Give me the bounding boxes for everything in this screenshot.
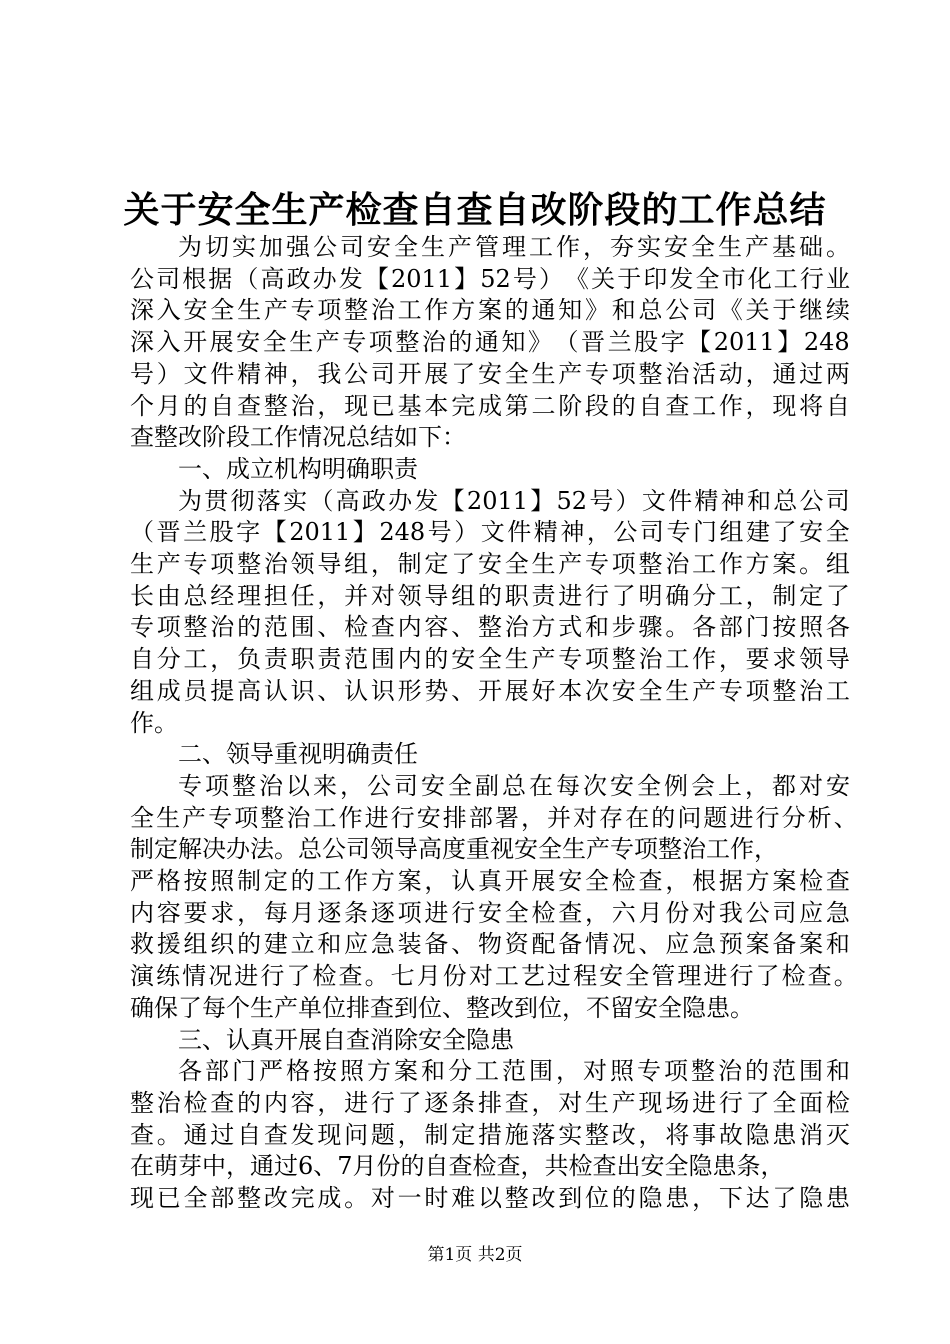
body-line: 内 容 要 求 ， 每 月 逐 条 逐 项 进 行 安 全 检 查 ， 六 月 份 对 我 公 司 应 急 [130,898,850,927]
body-line: 组 成 员 提 高 认 识 、 认 识 形 势 、 开 展 好 本 次 安 全 生 产 专 项 整 治 工 [130,676,850,705]
body-line: 深 入 安 全 生 产 专 项 整 治 工 作 方 案 的 通 知 》 和 总 公 司 《 关 于 继 续 [130,296,850,325]
body-line: 制定解决办法。总公司领导高度重视安全生产专项整治工作， [130,835,778,864]
body-line: 公 司 根 据 （ 高 政 办 发 【 2011 】 52 号 ） 《 关 于 印 发 全 市 化 工 行 业 [130,264,850,293]
body-line: 专 项 整 治 以 来 ， 公 司 安 全 副 总 在 每 次 安 全 例 会 上 ， 都 对 安 [178,771,850,800]
body-line: 严 格 按 照 制 定 的 工 作 方 案 ， 认 真 开 展 安 全 检 查 ， 根 据 方 案 检 查 [130,867,850,895]
body-line: 个 月 的 自 查 整 治 ， 现 已 基 本 完 成 第 二 阶 段 的 自 查 工 作 ， 现 将 自 [130,391,850,420]
body-line: 在萌芽中，通过6、7月份的自查检查，共检查出安全隐患条， [130,1152,785,1181]
body-line: 救 援 组 织 的 建 立 和 应 急 装 备 、 物 资 配 备 情 况 、 应 急 预 案 备 案 和 [130,930,850,959]
body-line: 深 入 开 展 安 全 生 产 专 项 整 治 的 通 知 》 （ 晋 兰 股 字 【 2011 】 248 [130,328,850,357]
body-line: 演 练 情 况 进 行 了 检 查 。 七 月 份 对 工 艺 过 程 安 全 管 理 进 行 了 检 查 。 [130,962,858,991]
body-line: 查整改阶段工作情况总结如下： [130,423,466,452]
body-line: 各 部 门 严 格 按 照 方 案 和 分 工 范 围 ， 对 照 专 项 整 治 的 范 围 和 [178,1057,850,1086]
body-line: 为 切 实 加 强 公 司 安 全 生 产 管 理 工 作 ， 夯 实 安 全 生 产 基 础 。 [178,233,850,261]
body-line: 整 治 检 查 的 内 容 ， 进 行 了 逐 条 排 查 ， 对 生 产 现 场 进 行 了 全 面 检 [130,1088,850,1117]
section-heading-1: 一、成立机构明确职责 [178,454,418,483]
body-line: 全 生 产 专 项 整 治 工 作 进 行 安 排 部 署 ， 并 对 存 在 的 问 题 进 行 分 析 、 [130,803,858,832]
document-title: 关于安全生产检查自查自改阶段的工作总结 [123,189,827,231]
body-line: 确保了每个生产单位排查到位、整改到位，不留安全隐患。 [130,993,754,1022]
body-line: 自 分 工 ， 负 责 职 责 范 围 内 的 安 全 生 产 专 项 整 治 工 作 ， 要 求 领 导 [130,645,850,674]
body-line: 查 。 通 过 自 查 发 现 问 题 ， 制 定 措 施 落 实 整 改 ， 将 事 故 隐 患 消 灭 [130,1120,850,1149]
body-line: 号 ） 文 件 精 神 ， 我 公 司 开 展 了 安 全 生 产 专 项 整 治 活 动 ， 通 过 两 [130,359,850,388]
body-line: 为 贯 彻 落 实 （ 高 政 办 发 【 2011 】 52 号 ） 文 件 精 神 和 总 公 司 [178,486,850,515]
body-line: 现 已 全 部 整 改 完 成 。 对 一 时 难 以 整 改 到 位 的 隐 患 ， 下 达 了 隐 患 [130,1184,850,1212]
body-line: 作。 [130,708,178,737]
section-heading-3: 三、认真开展自查消除安全隐患 [178,1025,514,1054]
body-line: 专 项 整 治 的 范 围 、 检 查 内 容 、 整 治 方 式 和 步 骤 。 各 部 门 按 照 各 [130,613,850,642]
body-line: 生 产 专 项 整 治 领 导 组 ， 制 定 了 安 全 生 产 专 项 整 治 工 作 方 案 。 组 [130,550,850,578]
page-footer: 第1页 共2页 [427,1245,523,1265]
body-line: 长 由 总 经 理 担 任 ， 并 对 领 导 组 的 职 责 进 行 了 明 确 分 工 ， 制 定 了 [130,581,850,610]
body-line: （ 晋 兰 股 字 【 2011 】 248 号 ） 文 件 精 神 ， 公 司 专 门 组 建 了 安 全 [130,518,850,547]
section-heading-2: 二、领导重视明确责任 [178,740,418,769]
